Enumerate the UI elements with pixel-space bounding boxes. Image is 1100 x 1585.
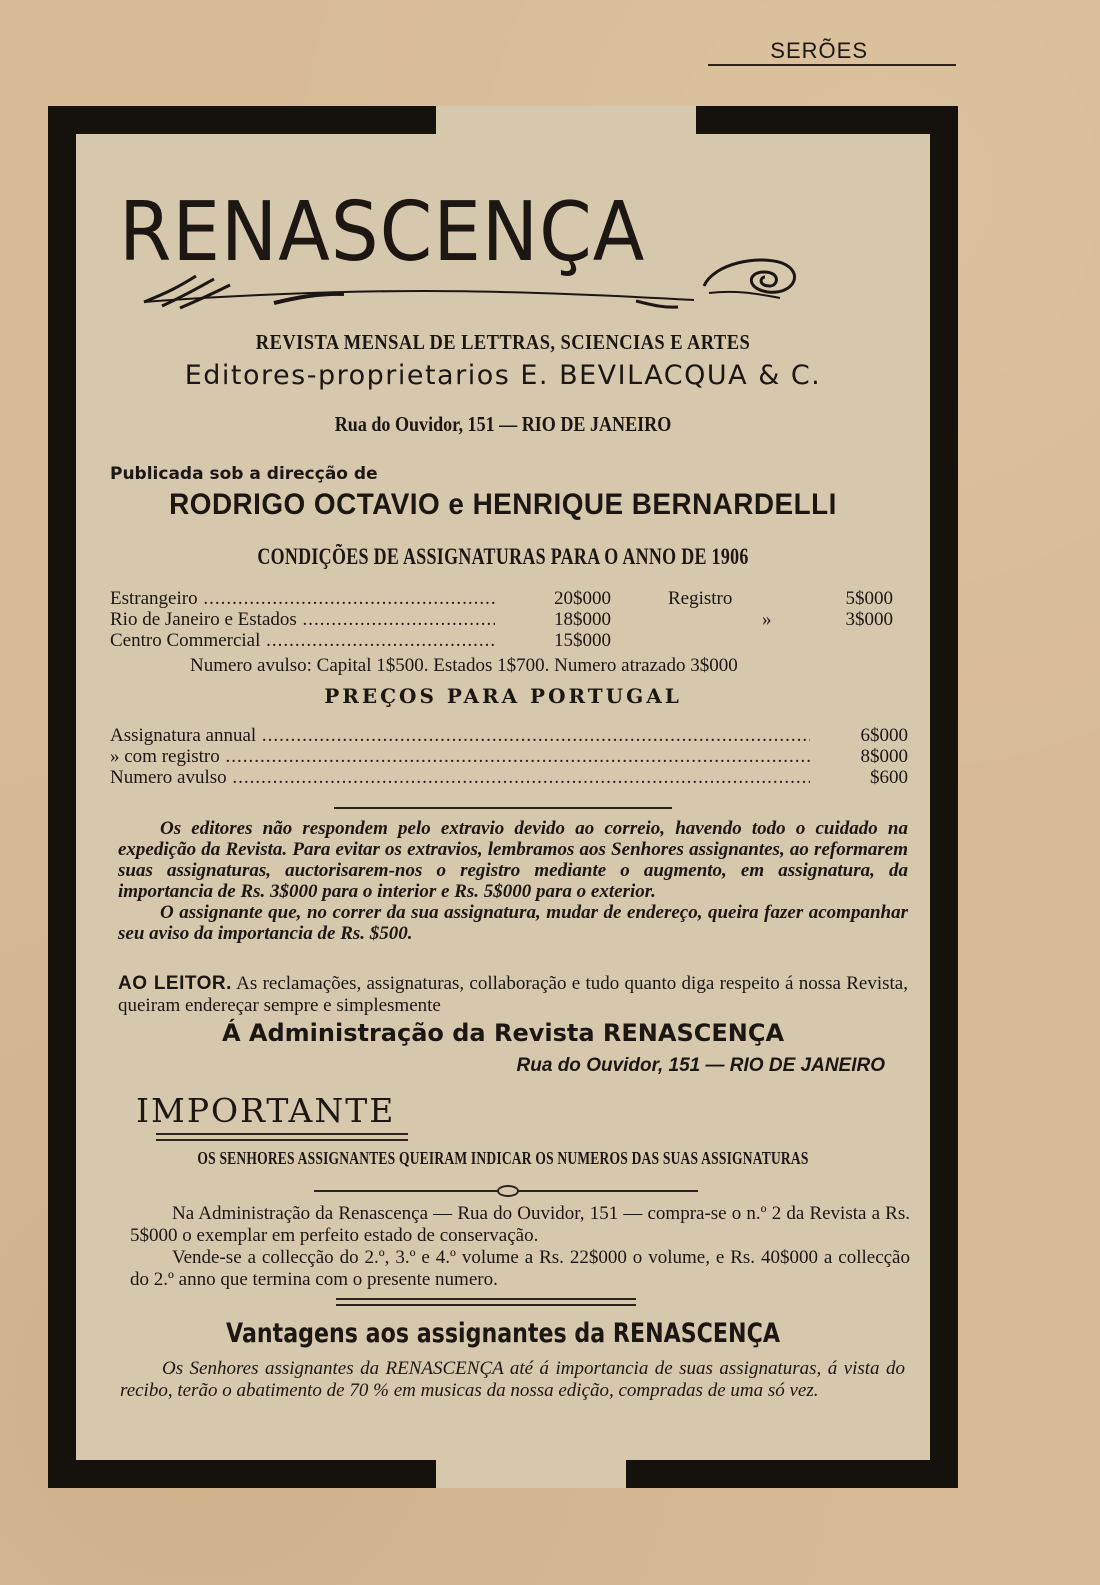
- registration-label: »: [762, 609, 772, 630]
- subscription-label: Estrangeiro .....: [110, 588, 495, 609]
- portugal-price-label: Numero avulso .....: [110, 767, 810, 788]
- editors-line: Editores-proprietarios E. BEVILACQUA & C.: [184, 360, 822, 391]
- advertisement-frame: [48, 106, 958, 1488]
- advertisement-content: [76, 134, 930, 1460]
- portugal-price-value: 8$000: [860, 746, 908, 767]
- important-underline: [156, 1139, 408, 1141]
- assignment-numbers-notice: OS SENHORES ASSIGNANTES QUEIRAM INDICAR OS NUMEROS DAS SUAS ASSIGNATURAS: [197, 1148, 809, 1168]
- benefits-divider: [336, 1304, 636, 1306]
- subscription-price: 18$000: [554, 609, 611, 630]
- reader-notice: [118, 973, 908, 1017]
- reader-notice-lead: AO LEITOR.: [118, 973, 232, 994]
- publisher-address: Rua do Ouvidor, 151 — RIO DE JANEIRO: [334, 412, 672, 436]
- directors-names: RODRIGO OCTAVIO e HENRIQUE BERNARDELLI: [169, 488, 837, 521]
- prices-divider: [334, 807, 672, 809]
- benefits-text: [120, 1358, 905, 1402]
- portugal-prices-table: [110, 725, 910, 788]
- registration-price: 3$000: [845, 609, 893, 630]
- subscription-row: [110, 630, 910, 651]
- title-flourish: [104, 238, 804, 314]
- registration-label: Registro: [668, 588, 733, 609]
- subscription-price: 20$000: [554, 588, 611, 609]
- portugal-price-row: [110, 767, 910, 788]
- portugal-price-value: $600: [870, 767, 908, 788]
- purchase-paragraph: Na Administração da Renascença — Rua do Ouvidor, 151 — compra-se o n.º 2 da Revista a Rs. 5$000 o exemplar em perfeito estado de conservação.: [130, 1203, 910, 1246]
- editors-note: [118, 818, 908, 944]
- important-underline: [156, 1133, 408, 1135]
- portugal-price-row: [110, 746, 910, 767]
- purchase-notice: [130, 1203, 910, 1291]
- portugal-price-label: » com registro .....: [110, 746, 810, 767]
- subscription-label: Rio de Janeiro e Estados .....: [110, 609, 495, 630]
- subscription-label: Centro Commercial .....: [110, 630, 495, 651]
- notice-divider-ornament: [497, 1185, 519, 1197]
- magazine-title: RENASCENÇA: [119, 185, 646, 280]
- portugal-price-label: Assignatura annual .....: [110, 725, 810, 746]
- portugal-price-row: [110, 725, 910, 746]
- subscription-conditions-title: CONDIÇÕES DE ASSIGNATURAS PARA O ANNO DE 1906: [257, 544, 749, 569]
- important-heading: IMPORTANTE: [136, 1091, 396, 1130]
- editors-note-paragraph: Os editores não respondem pelo extravio devido ao correio, havendo todo o cuidado na expedição da Revista. Para evitar os extravios, lembramos aos Senhores assignantes, ao reformarem suas assignaturas, auctorisarem-nos o registro mediante o augmento, em assignatura, da importancia de Rs. 3$000 para o interior e Rs. 5$000 para o exterior.: [118, 818, 908, 902]
- reader-notice-text: As reclamações, assignaturas, collaboração e tudo quanto diga respeito á nossa Revista, queiram endereçar sempre e simplesmente: [118, 973, 908, 1016]
- portugal-prices-title: PREÇOS PARA PORTUGAL: [324, 684, 682, 708]
- administration-address: Rua do Ouvidor, 151 — RIO DE JANEIRO: [516, 1055, 885, 1076]
- subscription-row: [110, 609, 910, 630]
- magazine-subtitle: REVISTA MENSAL DE LETTRAS, SCIENCIAS E ARTES: [255, 330, 751, 354]
- administration-line: Á Administração da Revista RENASCENÇA: [221, 1019, 785, 1047]
- editors-note-paragraph: O assignante que, no correr da sua assignatura, mudar de endereço, queira fazer acompanhar seu aviso da importancia de Rs. $500.: [118, 902, 908, 944]
- running-header: SERÕES: [770, 38, 868, 63]
- portugal-price-value: 6$000: [860, 725, 908, 746]
- header-rule: [708, 64, 956, 66]
- purchase-paragraph: Vende-se a collecção do 2.º, 3.º e 4.º volume a Rs. 22$000 o volume, e Rs. 40$000 a collecção do 2.º anno que termina com o presente numero.: [130, 1247, 910, 1290]
- benefits-title: Vantagens aos assignantes da RENASCENÇA: [226, 1318, 780, 1349]
- subscription-prices-table: [110, 588, 910, 676]
- single-issue-prices: Numero avulso: Capital 1$500. Estados 1$700. Numero atrazado 3$000: [190, 655, 738, 676]
- registration-price: 5$000: [845, 588, 893, 609]
- direction-intro: Publicada sob a direcção de: [110, 464, 378, 484]
- subscription-row: [110, 588, 910, 609]
- subscription-price: 15$000: [554, 630, 611, 651]
- benefits-divider: [336, 1298, 636, 1300]
- benefits-paragraph: Os Senhores assignantes da RENASCENÇA até á importancia de suas assignaturas, á vista do recibo, terão o abatimento de 70 % em musicas da nossa edição, compradas de uma só vez.: [120, 1358, 905, 1401]
